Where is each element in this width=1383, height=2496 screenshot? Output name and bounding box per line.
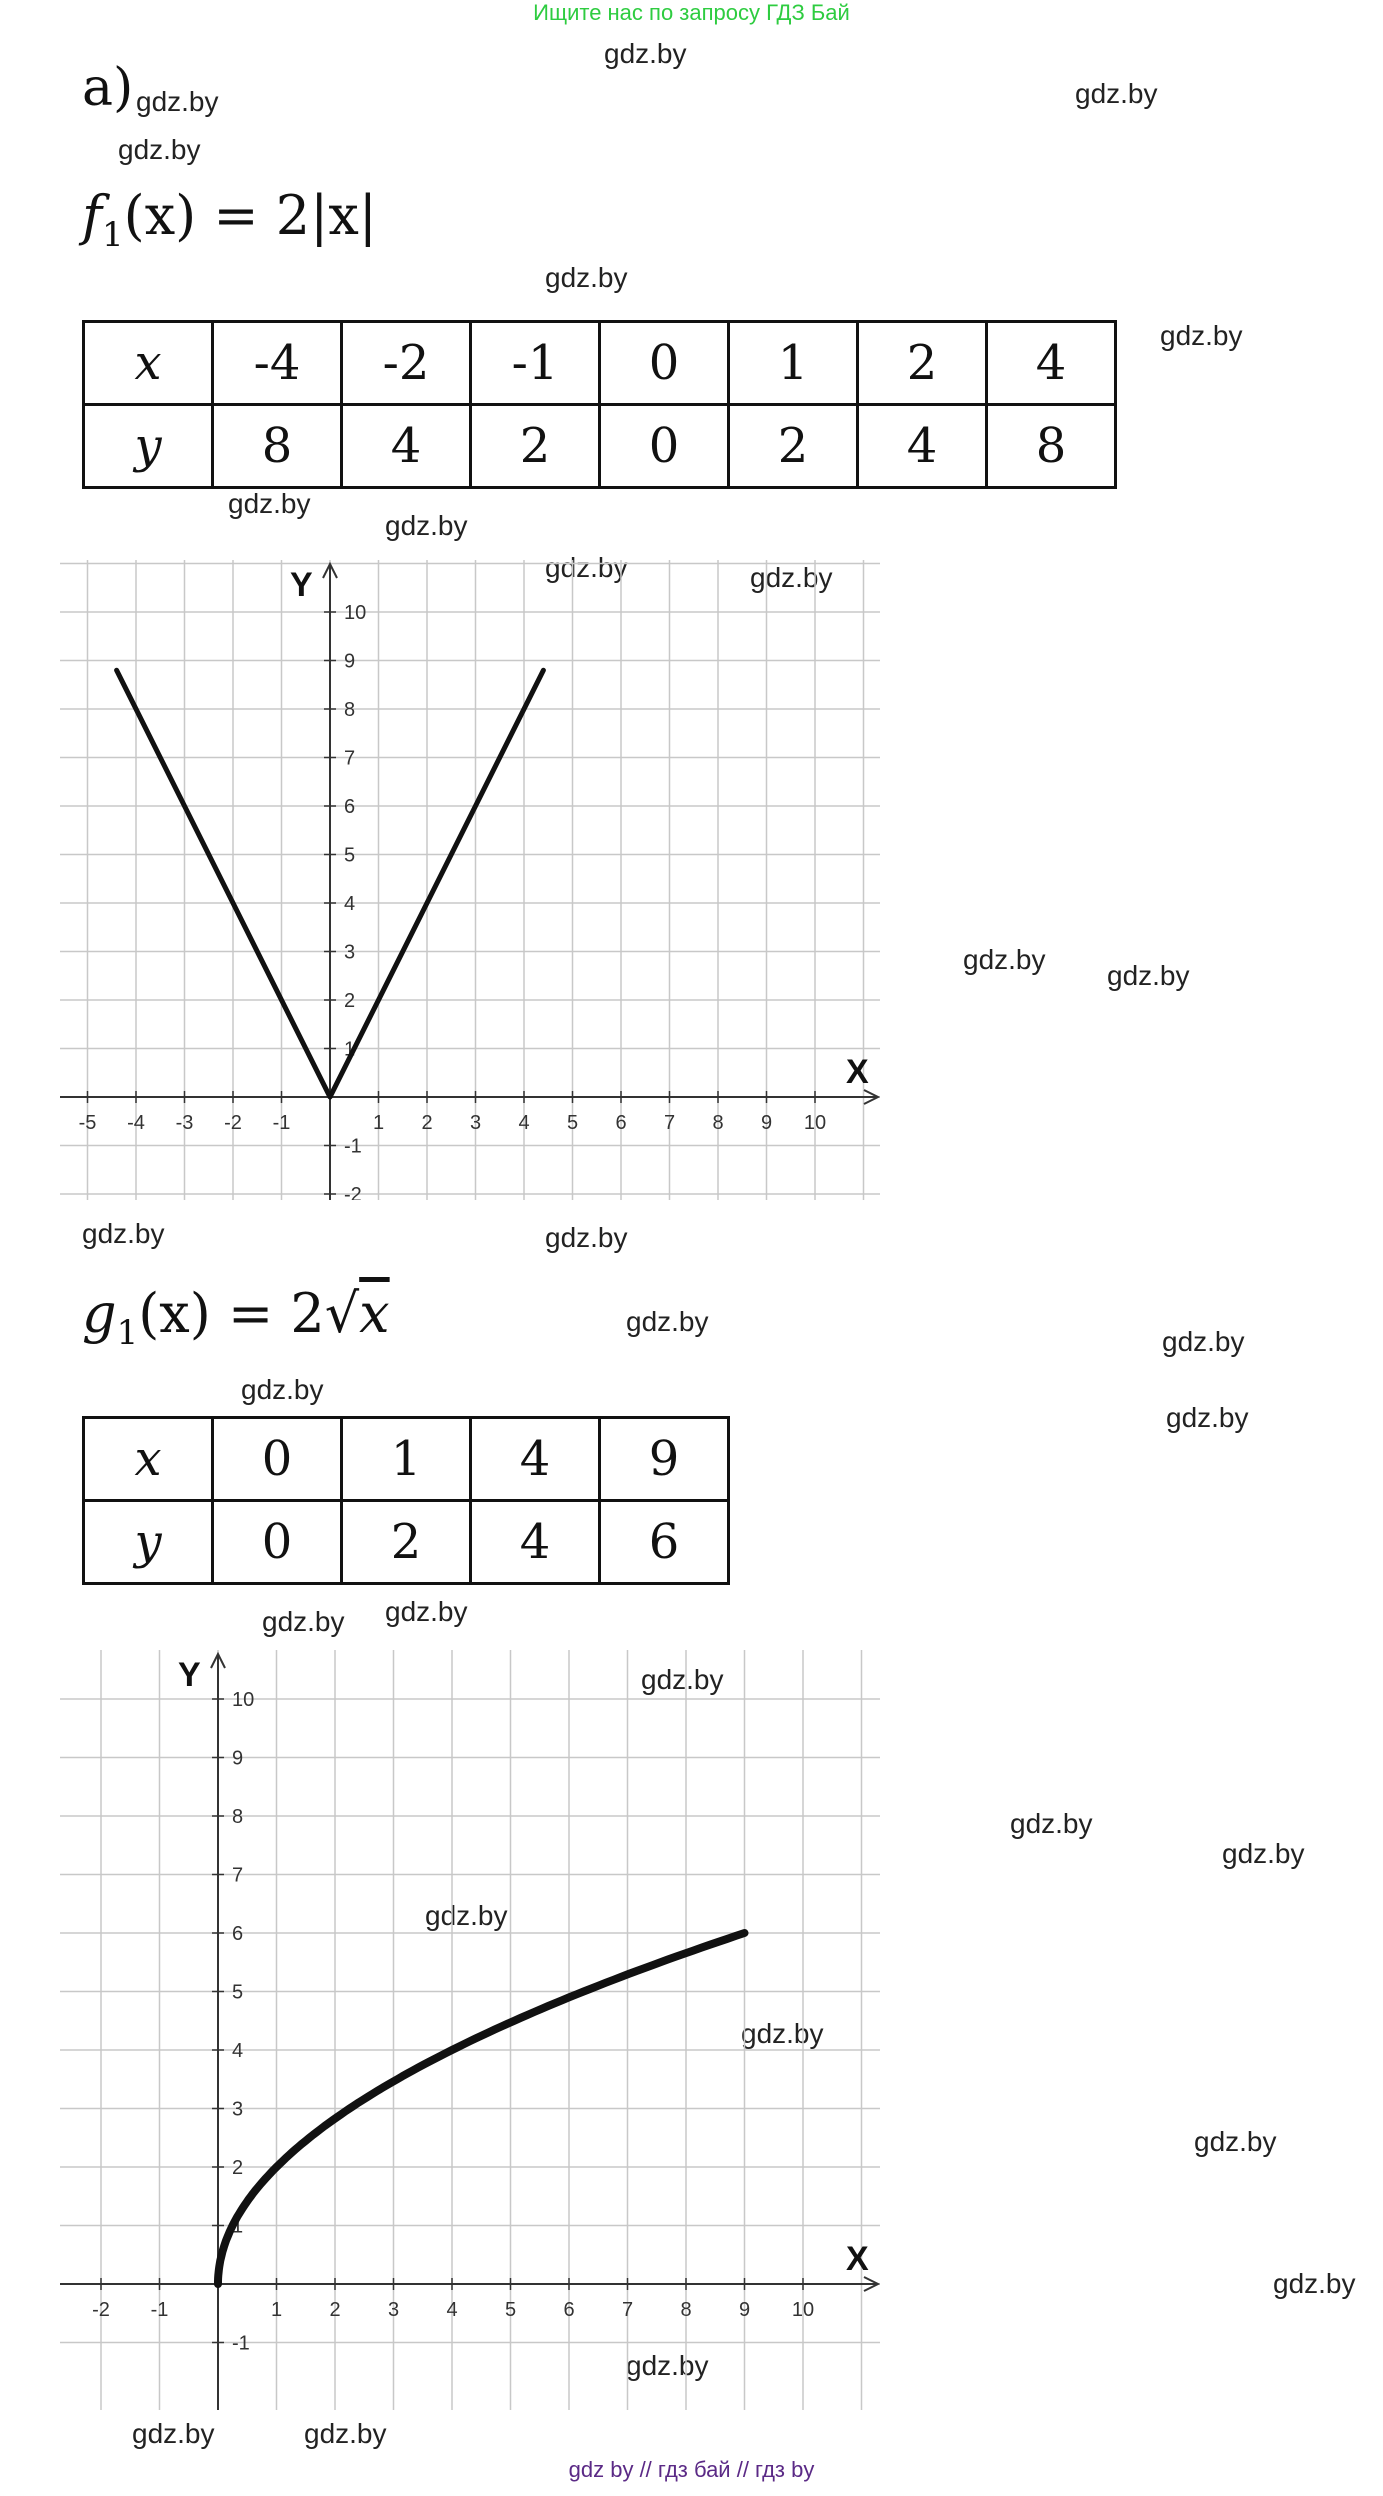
watermark: gdz.by <box>1160 320 1243 351</box>
search-banner[interactable]: Ищите нас по запросу ГДЗ Бай <box>533 0 850 25</box>
watermark: gdz.by <box>1273 2268 1356 2299</box>
y-axis-label: Y <box>178 1656 201 1694</box>
table-header-x: x <box>84 1418 213 1501</box>
formula-f1-name: f <box>82 184 102 247</box>
watermark: gdz.by <box>1194 2126 1277 2157</box>
watermark: gdz.by <box>626 2350 709 2381</box>
watermark: gdz.by <box>136 86 219 117</box>
part-label: a) <box>82 58 134 118</box>
footer-links[interactable]: gdz by // гдз бай // гдз by <box>568 2457 815 2482</box>
x-tick-label: 10 <box>803 1112 827 1134</box>
table-cell: 0 <box>600 322 729 405</box>
graph-f1 <box>60 560 880 1200</box>
x-tick-label: 3 <box>469 1112 482 1134</box>
table-header-y: y <box>84 405 213 488</box>
values-table-g1 <box>82 1416 730 1585</box>
x-tick-label: -2 <box>92 2299 110 2321</box>
x-tick-label: 9 <box>738 2299 751 2321</box>
watermark: gdz.by <box>545 552 628 583</box>
y-tick-label: -1 <box>232 2332 250 2355</box>
watermark: gdz.by <box>385 1596 468 1627</box>
x-tick-label: 10 <box>791 2299 815 2321</box>
table-cell: -1 <box>471 322 600 405</box>
formula-f1-subscript: 1 <box>102 214 124 255</box>
y-tick-label: 5 <box>232 1981 244 2004</box>
watermark: gdz.by <box>118 134 201 165</box>
table-cell: 8 <box>987 405 1116 488</box>
x-tick-label: 1 <box>270 2299 283 2321</box>
table-cell: 2 <box>729 405 858 488</box>
watermark: gdz.by <box>82 1218 165 1249</box>
y-tick-label: 2 <box>232 2157 244 2179</box>
y-tick-label: 9 <box>344 650 356 673</box>
y-tick-label: 6 <box>344 796 356 818</box>
x-tick-label: -1 <box>272 1112 291 1134</box>
x-tick-label: 8 <box>680 2299 692 2321</box>
formula-f1-body: (x) = 2|x| <box>123 184 378 247</box>
watermark: gdz.by <box>385 510 468 541</box>
table-cell: 0 <box>213 1501 342 1584</box>
watermark: gdz.by <box>262 1606 345 1637</box>
radical-sign: √ <box>324 1282 360 1345</box>
watermark: gdz.by <box>604 38 687 69</box>
y-tick-label: 10 <box>232 1689 255 1711</box>
watermark: gdz.by <box>1107 960 1190 991</box>
watermark: gdz.by <box>741 2018 824 2049</box>
x-tick-label: 2 <box>421 1112 433 1134</box>
watermark: gdz.by <box>1162 1326 1245 1357</box>
table-cell: 4 <box>342 405 471 488</box>
table-cell: 1 <box>729 322 858 405</box>
x-tick-label: 5 <box>566 1112 579 1134</box>
y-tick-label: 3 <box>232 2098 244 2121</box>
table-cell: -4 <box>213 322 342 405</box>
y-tick-label: 4 <box>232 2040 244 2062</box>
y-tick-label: 5 <box>344 844 356 867</box>
table-cell: 4 <box>471 1501 600 1584</box>
formula-g1-subscript: 1 <box>116 1312 139 1353</box>
x-tick-label: 8 <box>712 1112 724 1134</box>
y-tick-label: 7 <box>232 1864 244 1887</box>
x-tick-label: 3 <box>387 2299 400 2321</box>
table-cell: 9 <box>600 1418 729 1501</box>
watermark: gdz.by <box>1222 1838 1305 1869</box>
y-tick-label: 1 <box>232 2215 244 2238</box>
x-tick-label: 7 <box>663 1112 676 1134</box>
y-tick-label: 2 <box>344 990 356 1012</box>
y-tick-label: 8 <box>232 1806 244 1828</box>
table-cell: 0 <box>213 1418 342 1501</box>
watermark: gdz.by <box>545 262 628 293</box>
watermark: gdz.by <box>1075 78 1158 109</box>
formula-g1-body: (x) = 2 <box>138 1282 325 1345</box>
formula-f1 <box>82 184 377 255</box>
table-row-x <box>84 1418 729 1501</box>
values-table-f1 <box>82 320 1117 489</box>
x-tick-label: 5 <box>504 2299 517 2321</box>
y-tick-label: 6 <box>232 1923 244 1945</box>
x-tick-label: 4 <box>446 2299 458 2321</box>
watermark: gdz.by <box>228 488 311 519</box>
y-tick-label: -1 <box>344 1135 362 1158</box>
x-tick-label: -2 <box>224 1112 242 1134</box>
watermark: gdz.by <box>750 562 833 593</box>
x-tick-label: 7 <box>621 2299 634 2321</box>
y-tick-label: 7 <box>344 747 356 770</box>
table-row-y <box>84 405 1116 488</box>
x-tick-label: 1 <box>372 1112 385 1134</box>
y-tick-label: 10 <box>344 602 367 624</box>
x-axis-label: X <box>846 1053 869 1091</box>
table-cell: 0 <box>600 405 729 488</box>
formula-g1-radicand: x <box>359 1282 390 1345</box>
x-tick-label: -1 <box>150 2299 169 2321</box>
x-tick-label: 9 <box>760 1112 773 1134</box>
y-tick-label: 3 <box>344 941 356 964</box>
formula-g1 <box>82 1282 390 1353</box>
y-tick-label: 4 <box>344 893 356 915</box>
x-tick-label: 4 <box>518 1112 530 1134</box>
graph-g1 <box>60 1650 880 2410</box>
table-cell: 1 <box>342 1418 471 1501</box>
watermark: gdz.by <box>132 2418 215 2449</box>
y-tick-label: 8 <box>344 699 356 721</box>
table-cell: 2 <box>858 322 987 405</box>
watermark: gdz.by <box>641 1664 724 1695</box>
x-tick-label: 6 <box>615 1112 627 1134</box>
x-tick-label: -5 <box>78 1112 97 1134</box>
table-row-y <box>84 1501 729 1584</box>
watermark: gdz.by <box>425 1900 508 1931</box>
y-axis-label: Y <box>290 566 313 604</box>
x-tick-label: -3 <box>175 1112 194 1134</box>
watermark: gdz.by <box>1010 1808 1093 1839</box>
formula-g1-name: g <box>82 1282 117 1345</box>
x-tick-label: -4 <box>127 1112 145 1134</box>
table-header-y: y <box>84 1501 213 1584</box>
table-cell: 6 <box>600 1501 729 1584</box>
table-header-x: x <box>84 322 213 405</box>
table-cell: 8 <box>213 405 342 488</box>
watermark: gdz.by <box>626 1306 709 1337</box>
x-tick-label: 6 <box>563 2299 575 2321</box>
y-tick-label: -2 <box>344 1184 362 1200</box>
watermark: gdz.by <box>545 1222 628 1253</box>
watermark: gdz.by <box>241 1374 324 1405</box>
table-row-x <box>84 322 1116 405</box>
x-axis-label: X <box>846 2240 869 2278</box>
table-cell: 4 <box>987 322 1116 405</box>
table-cell: -2 <box>342 322 471 405</box>
table-cell: 4 <box>858 405 987 488</box>
x-tick-label: 2 <box>329 2299 341 2321</box>
table-cell: 2 <box>471 405 600 488</box>
y-tick-label: 9 <box>232 1747 244 1770</box>
y-tick-label: 1 <box>344 1038 356 1061</box>
table-cell: 2 <box>342 1501 471 1584</box>
table-cell: 4 <box>471 1418 600 1501</box>
watermark: gdz.by <box>1166 1402 1249 1433</box>
watermark: gdz.by <box>963 944 1046 975</box>
watermark: gdz.by <box>304 2418 387 2449</box>
